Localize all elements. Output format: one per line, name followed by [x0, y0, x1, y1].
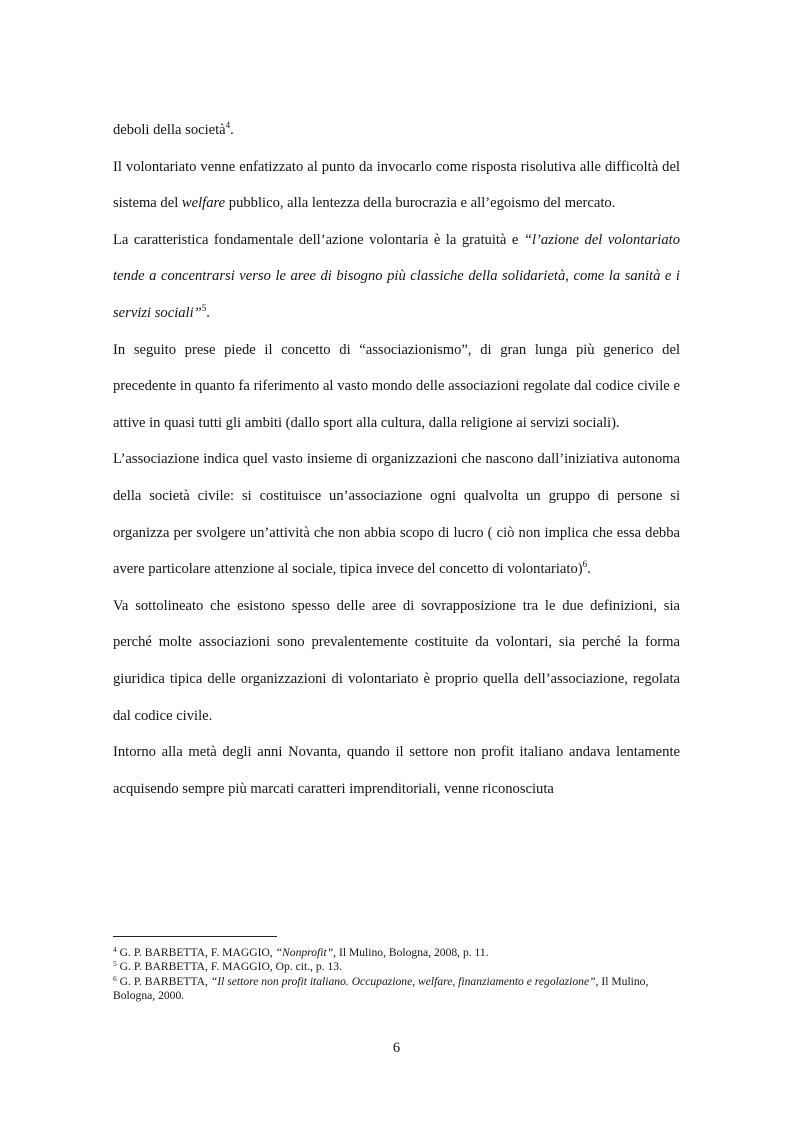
text-run: , Il Mulino, Bologna, 2000.: [113, 974, 649, 1003]
footnote-ref: 4: [225, 120, 231, 130]
paragraph-p3: [113, 222, 680, 332]
text-run: , Il Mulino, Bologna, 2008, p. 11.: [333, 946, 489, 959]
paragraph-p6: [113, 588, 680, 734]
text-run: Intorno alla metà degli anni Novanta, quando il settore non profit italiano andava lentamente acquisendo sempre più marcati caratteri imprenditoriali, venne riconosciuta: [113, 744, 680, 797]
body-text: [113, 112, 680, 807]
footnotes: [113, 946, 680, 1004]
footnote-fn5: [113, 960, 680, 974]
footnote-separator: [113, 936, 277, 937]
text-run: La caratteristica fondamentale dell’azione volontaria è la gratuità e: [113, 231, 524, 248]
text-run: .: [206, 304, 210, 321]
footnote-ref: 4: [113, 945, 117, 954]
italic-text: “Il settore non profit italiano. Occupazione, welfare, finanziamento e regolazione”: [210, 974, 596, 988]
footnote-ref: 5: [113, 959, 117, 969]
paragraph-p4: [113, 332, 680, 442]
footnote-ref: 6: [113, 973, 117, 983]
text-run: pubblico, alla lentezza della burocrazia e all’egoismo del mercato.: [225, 195, 616, 212]
text-run: G. P. BARBETTA, F. MAGGIO,: [116, 946, 276, 959]
text-run: In seguito prese piede il concetto di “associazionismo”, di gran lunga più generico del precedente in quanto fa riferimento al vasto mondo delle associazioni regolate dal codice civile e attive in quasi tutti gli ambiti (dallo sport alla cultura, dalla religione ai servizi sociali).: [113, 341, 680, 431]
italic-text: “l’azione del volontariato tende a concentrarsi verso le aree di bisogno più classiche della solidarietà, come la sanità e i servizi sociali”: [113, 231, 681, 321]
italic-text: “Nonprofit”: [275, 946, 334, 959]
paragraph-p1: [113, 112, 680, 149]
text-run: Il volontariato venne enfatizzato al punto da invocarlo come risposta risolutiva alle difficoltà del sistema del: [113, 158, 680, 212]
text-run: Va sottolineato che esistono spesso delle aree di sovrapposizione tra le due definizioni, sia perché molte associazioni sono prevalentemente costituite da volontari, sia perché la forma giuridica tipica delle organizzazioni di volontariato è proprio quella dell’associazione, regolata dal codice civile.: [113, 597, 680, 724]
text-run: G. P. BARBETTA, F. MAGGIO, Op. cit., p. 13.: [116, 960, 342, 974]
text-run: L’associazione indica quel vasto insieme di organizzazioni che nascono dall’iniziativa autonoma della società civile: si costituisce un’associazione ogni qualvolta un gruppo di persone si organizza per svolgere un’attività che non abbia scopo di lucro ( ciò non implica che essa debba avere particolare attenzione al sociale, tipica invece del concetto di volontariato): [113, 451, 680, 578]
footnote-fn4: [113, 946, 680, 960]
paragraph-p7: [113, 734, 680, 807]
paragraph-p2: [113, 149, 680, 222]
text-run: deboli della società: [113, 122, 226, 138]
footnote-ref: 5: [201, 302, 207, 313]
italic-text: welfare: [181, 195, 226, 212]
text-run: G. P. BARBETTA,: [116, 974, 211, 988]
text-run: .: [230, 122, 234, 138]
text-run: .: [587, 561, 591, 578]
footnote-fn6: [113, 975, 680, 1004]
paragraph-p5: [113, 441, 680, 587]
footnote-ref: 6: [582, 559, 588, 570]
page-number: 6: [392, 1040, 401, 1056]
